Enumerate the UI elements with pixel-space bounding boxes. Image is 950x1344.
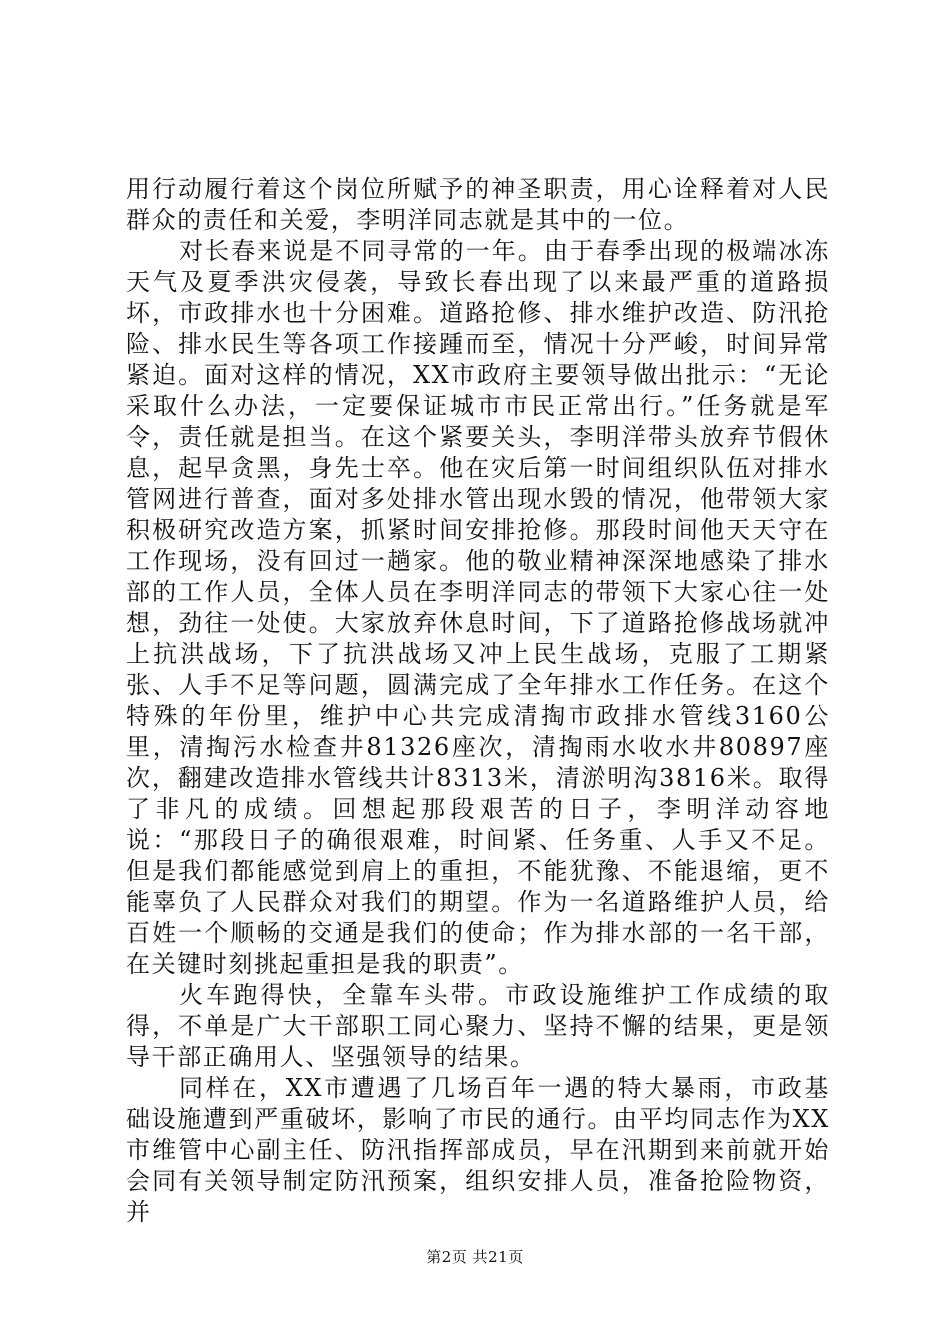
document-body [126, 174, 830, 1228]
paragraph-4: 同样在，XX市遭遇了几场百年一遇的特大暴雨，市政基础设施遭到严重破坏，影响了市民的通行。由平均同志作为XX市维管中心副主任、防汛指挥部成员，早在汛期到来前就开始会同有关领导制定防汛预案，组织安排人员，准备抢险物资，并 [126, 1074, 830, 1226]
paragraph-1: 用行动履行着这个岗位所赋予的神圣职责，用心诠释着对人民群众的责任和关爱，李明洋同志就是其中的一位。 [126, 175, 830, 234]
paragraph-3: 火车跑得快，全靠车头带。市政设施维护工作成绩的取得，不单是广大干部职工同心聚力、坚持不懈的结果，更是领导干部正确用人、坚强领导的结果。 [126, 981, 830, 1071]
paragraph-2: 对长春来说是不同寻常的一年。由于春季出现的极端冰冻天气及夏季洪灾侵袭，导致长春出现了以来最严重的道路损坏，市政排水也十分困难。道路抢修、排水维护改造、防汛抢险、排水民生等各项工作接踵而至，情况十分严峻，时间异常紧迫。面对这样的情况，XX市政府主要领导做出批示：“无论采取什么办法，一定要保证城市市民正常出行。”任务就是军令，责任就是担当。在这个紧要关头，李明洋带头放弃节假休息，起早贪黑，身先士卒。他在灾后第一时间组织队伍对排水管网进行普查，面对多处排水管出现水毁的情况，他带领大家积极研究改造方案，抓紧时间安排抢修。那段时间他天天守在工作现场，没有回过一趟家。他的敬业精神深深地感染了排水部的工作人员，全体人员在李明洋同志的带领下大家心往一处想，劲往一处使。大家放弃休息时间，下了道路抢修战场就冲上抗洪战场，下了抗洪战场又冲上民生战场，克服了工期紧张、人手不足等问题，圆满完成了全年排水工作任务。在这个特殊的年份里，维护中心共完成清掏市政排水管线3160公里，清掏污水检查井81326座次，清掏雨水收水井80897座次，翻建改造排水管线共计8313米，清淤明沟3816米。取得了非凡的成绩。回想起那段艰苦的日子，李明洋动容地说：“那段日子的确很艰难，时间紧、任务重、人手又不足。但是我们都能感觉到肩上的重担，不能犹豫、不能退缩，更不能辜负了人民群众对我们的期望。作为一名道路维护人员，给百姓一个顺畅的交通是我们的使命；作为排水部的一名干部，在关键时刻挑起重担是我的职责”。 [126, 237, 830, 978]
page-footer: 第2页 共21页 [426, 1248, 524, 1266]
